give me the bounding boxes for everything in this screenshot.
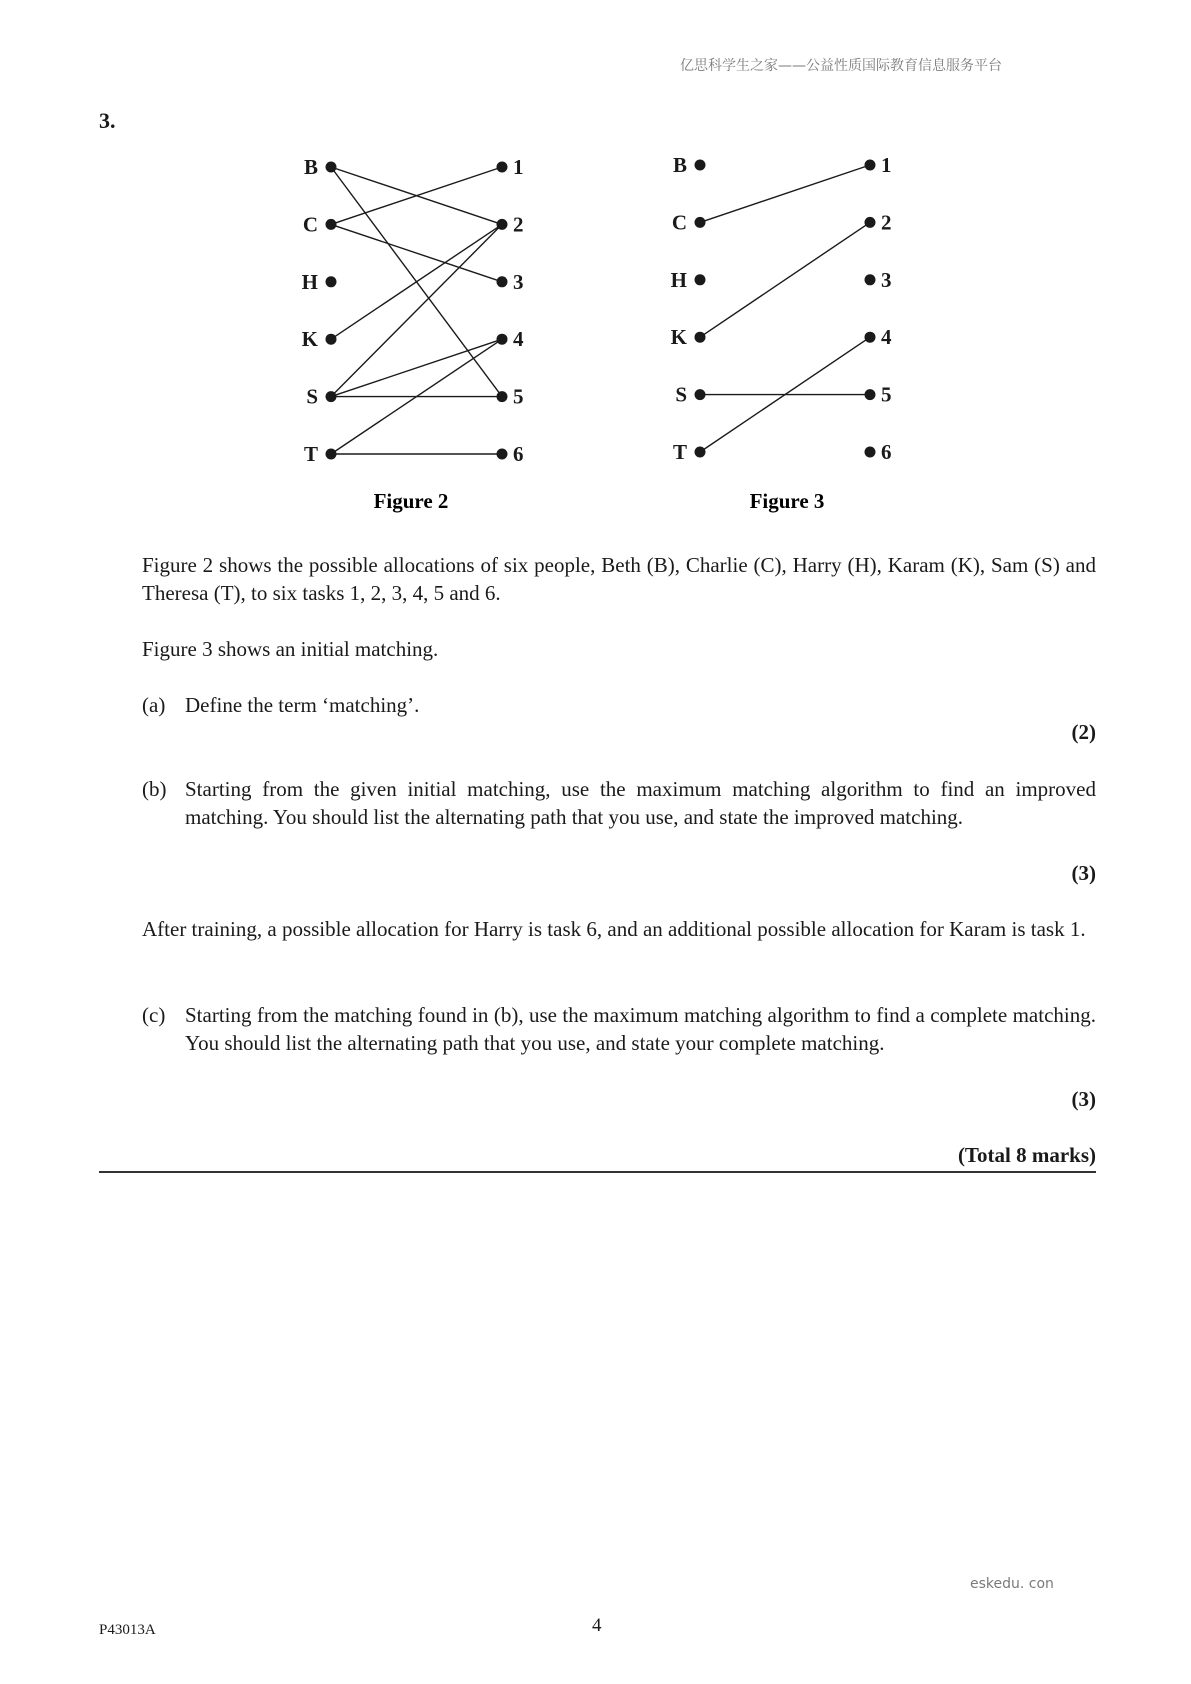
training-paragraph: After training, a possible allocation for Harry is task 6, and an additional possible allocation for Karam is task 1. — [142, 917, 1086, 941]
edge-K-2 — [700, 222, 870, 337]
header-watermark: 亿思科学生之家——公益性质国际教育信息服务平台 — [680, 58, 1002, 74]
node-task-3 — [865, 274, 876, 285]
node-T — [695, 447, 706, 458]
node-task-1 — [865, 160, 876, 171]
footer-site: eskedu. con — [970, 1576, 1054, 1592]
node-label-H: H — [301, 269, 318, 294]
node-label-task-5: 5 — [881, 382, 892, 407]
figure-3 — [654, 140, 914, 515]
figure-2 — [280, 140, 540, 515]
node-B — [326, 162, 337, 173]
node-label-task-6: 6 — [513, 442, 524, 466]
node-task-1 — [497, 162, 508, 173]
edge-K-2 — [331, 224, 502, 339]
node-C — [695, 217, 706, 228]
node-K — [326, 334, 337, 345]
intro-paragraph: Figure 2 shows the possible allocations of six people, Beth (B), Charlie (C), Harry (H), Karam (K), Sam (S) and Theresa (T), to six tasks 1, 2, 3, 4, 5 and 6. — [142, 553, 1096, 605]
node-task-6 — [497, 449, 508, 460]
part-b-label: (b) — [142, 777, 167, 801]
edge-C-3 — [331, 224, 502, 281]
part-c-label: (c) — [142, 1003, 166, 1027]
divider — [99, 1171, 1096, 1173]
node-label-K: K — [301, 327, 318, 352]
node-S — [326, 391, 337, 402]
node-label-task-3: 3 — [513, 269, 524, 294]
part-b-marks: (3) — [1071, 861, 1096, 885]
node-task-6 — [865, 447, 876, 458]
node-S — [695, 389, 706, 400]
node-label-C: C — [671, 210, 687, 235]
part-c-marks: (3) — [1071, 1087, 1096, 1111]
node-label-C: C — [302, 212, 318, 237]
node-C — [326, 219, 337, 230]
initial-matching-paragraph: Figure 3 shows an initial matching. — [142, 637, 439, 661]
node-label-S: S — [306, 384, 318, 409]
node-task-4 — [865, 332, 876, 343]
node-label-T: T — [672, 440, 687, 464]
part-a-text: Define the term ‘matching’. — [185, 693, 420, 717]
part-c-text: Starting from the matching found in (b), use the maximum matching algorithm to find a complete matching. You should list the alternating path that you use, and state your complete matching. — [185, 1003, 1096, 1055]
node-task-2 — [497, 219, 508, 230]
page-number: 4 — [592, 1615, 602, 1636]
footer-code: P43013A — [99, 1622, 156, 1638]
node-label-task-1: 1 — [881, 153, 892, 177]
part-a-label: (a) — [142, 693, 166, 717]
node-task-5 — [865, 389, 876, 400]
edge-S-2 — [331, 224, 502, 396]
node-label-task-1: 1 — [513, 155, 524, 179]
node-label-task-6: 6 — [881, 440, 892, 464]
node-label-task-4: 4 — [881, 325, 892, 350]
figure-2-edges — [331, 167, 502, 454]
node-label-K: K — [670, 325, 687, 350]
node-label-task-5: 5 — [513, 384, 524, 409]
node-H — [326, 276, 337, 287]
node-label-task-4: 4 — [513, 327, 524, 352]
figure-3-edges — [700, 165, 870, 452]
total-marks: (Total 8 marks) — [957, 1143, 1096, 1167]
part-b-text: Starting from the given initial matching, use the maximum matching algorithm to find an improved matching. You should list the alternating path that you use, and state the improved matching. — [185, 777, 1096, 829]
node-label-B: B — [672, 153, 687, 177]
edge-S-4 — [331, 339, 502, 396]
node-label-T: T — [303, 442, 318, 466]
edge-C-1 — [700, 165, 870, 222]
node-label-S: S — [675, 382, 687, 407]
node-label-task-2: 2 — [881, 210, 892, 235]
node-task-5 — [497, 391, 508, 402]
node-task-3 — [497, 276, 508, 287]
node-K — [695, 332, 706, 343]
node-H — [695, 274, 706, 285]
figure-3-nodes — [671, 153, 892, 464]
node-label-task-2: 2 — [513, 212, 524, 237]
figure-3-caption: Figure 3 — [749, 489, 825, 513]
node-task-2 — [865, 217, 876, 228]
question-number: 3. — [99, 108, 116, 133]
node-label-task-3: 3 — [881, 267, 892, 292]
node-label-B: B — [303, 155, 318, 179]
node-B — [695, 160, 706, 171]
figure-2-nodes — [302, 155, 524, 466]
node-label-H: H — [670, 267, 687, 292]
node-task-4 — [497, 334, 508, 345]
figure-2-caption: Figure 2 — [373, 489, 449, 513]
node-T — [326, 449, 337, 460]
part-a-marks: (2) — [1071, 720, 1096, 744]
